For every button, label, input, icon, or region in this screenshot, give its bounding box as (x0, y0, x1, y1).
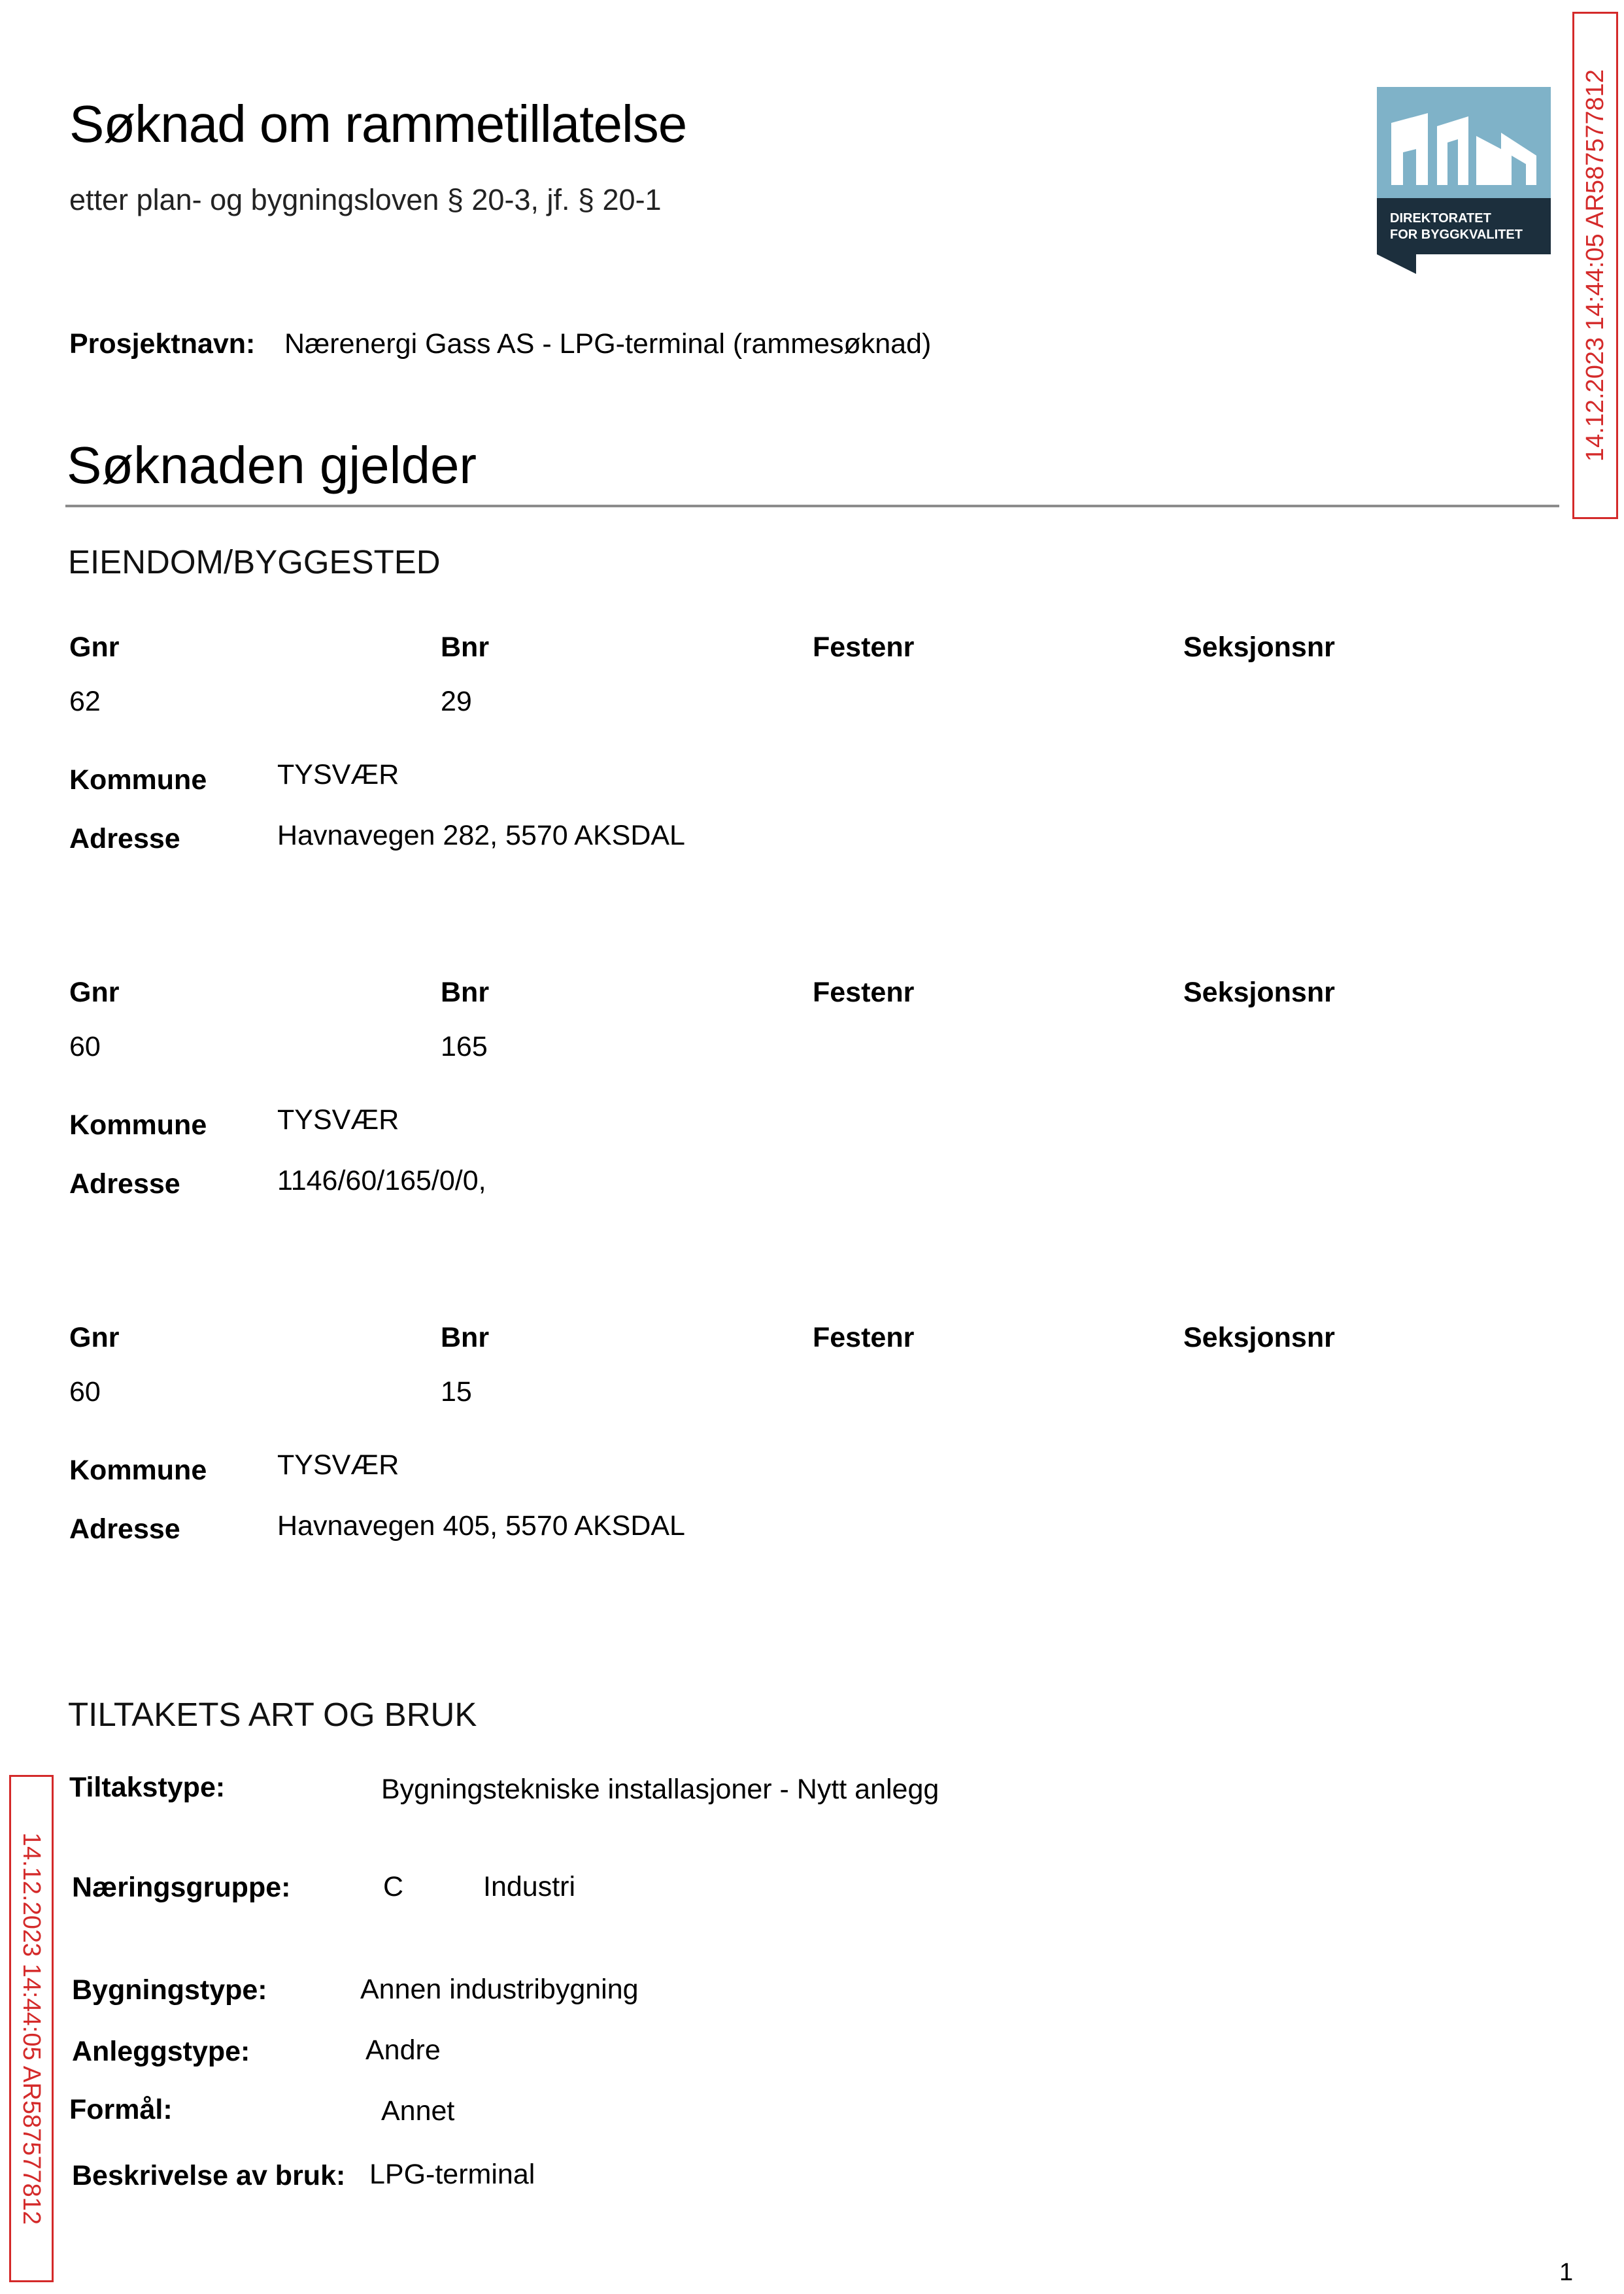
gnr-label: Gnr (69, 632, 120, 663)
kommune-label: Kommune (69, 1109, 207, 1141)
festenr-label: Festenr (813, 977, 915, 1008)
seksjonsnr-label: Seksjonsnr (1183, 632, 1335, 663)
seksjonsnr-label: Seksjonsnr (1183, 977, 1335, 1008)
tiltakstype-label: Tiltakstype: (69, 1772, 226, 1803)
logo-text-line1: DIREKTORATET (1390, 211, 1491, 226)
project-name-value: Nærenergi Gass AS - LPG-terminal (rammesøknad) (284, 328, 932, 360)
kommune-label: Kommune (69, 764, 207, 796)
property-section-heading: EIENDOM/BYGGESTED (68, 543, 441, 581)
formaal-label: Formål: (69, 2094, 173, 2125)
beskrivelse-label: Beskrivelse av bruk: (72, 2160, 346, 2191)
anleggstype-label: Anleggstype: (72, 2036, 250, 2067)
dibk-logo-graphic (1377, 87, 1551, 274)
festenr-label: Festenr (813, 1322, 915, 1353)
adresse-value: 1146/60/165/0/0, (277, 1165, 486, 1196)
gnr-label: Gnr (69, 977, 120, 1008)
festenr-label: Festenr (813, 632, 915, 663)
kommune-value: TYSVÆR (277, 759, 399, 790)
bygningstype-label: Bygningstype: (72, 1974, 267, 2006)
tiltak-section-heading: TILTAKETS ART OG BRUK (68, 1696, 477, 1733)
dibk-logo (1377, 87, 1551, 274)
kommune-value: TYSVÆR (277, 1104, 399, 1136)
bnr-label: Bnr (441, 632, 490, 663)
bnr-label: Bnr (441, 977, 490, 1008)
adresse-label: Adresse (69, 1513, 180, 1545)
gnr-label: Gnr (69, 1322, 120, 1353)
seksjonsnr-label: Seksjonsnr (1183, 1322, 1335, 1353)
bnr-value: 29 (441, 686, 472, 717)
section-title: Søknaden gjelder (67, 436, 477, 494)
logo-text-line2: FOR BYGGKVALITET (1390, 228, 1523, 242)
tiltakstype-value: Bygningstekniske installasjoner - Nytt anlegg (381, 1774, 939, 1805)
date-stamp-top (1572, 12, 1618, 519)
kommune-label: Kommune (69, 1455, 207, 1486)
naeringsgruppe-label: Næringsgruppe: (72, 1872, 291, 1903)
beskrivelse-value: LPG-terminal (369, 2159, 535, 2190)
document-title: Søknad om rammetillatelse (69, 95, 687, 153)
gnr-value: 60 (69, 1031, 101, 1062)
naeringsgruppe-code: C (383, 1871, 404, 1902)
formaal-value: Annet (381, 2095, 455, 2127)
bnr-value: 15 (441, 1376, 472, 1408)
project-name-label: Prosjektnavn: (69, 328, 256, 360)
anleggstype-value: Andre (365, 2034, 441, 2066)
adresse-label: Adresse (69, 1168, 180, 1200)
naeringsgruppe-value: Industri (483, 1871, 576, 1902)
date-stamp-top-text: 14.12.2023 14:44:05 AR587577812 (1582, 69, 1609, 462)
bnr-value: 165 (441, 1031, 488, 1062)
adresse-value: Havnavegen 405, 5570 AKSDAL (277, 1510, 685, 1542)
gnr-value: 60 (69, 1376, 101, 1408)
date-stamp-bottom-text: 14.12.2023 14:44:05 AR587577812 (18, 1832, 45, 2225)
adresse-value: Havnavegen 282, 5570 AKSDAL (277, 820, 685, 851)
gnr-value: 62 (69, 686, 101, 717)
kommune-value: TYSVÆR (277, 1449, 399, 1481)
document-subtitle: etter plan- og bygningsloven § 20-3, jf. § 20-1 (69, 183, 662, 216)
adresse-label: Adresse (69, 823, 180, 854)
date-stamp-bottom (9, 1775, 54, 2282)
bnr-label: Bnr (441, 1322, 490, 1353)
section-divider (65, 505, 1559, 507)
bygningstype-value: Annen industribygning (360, 1974, 639, 2005)
page-number: 1 (1559, 2259, 1574, 2286)
